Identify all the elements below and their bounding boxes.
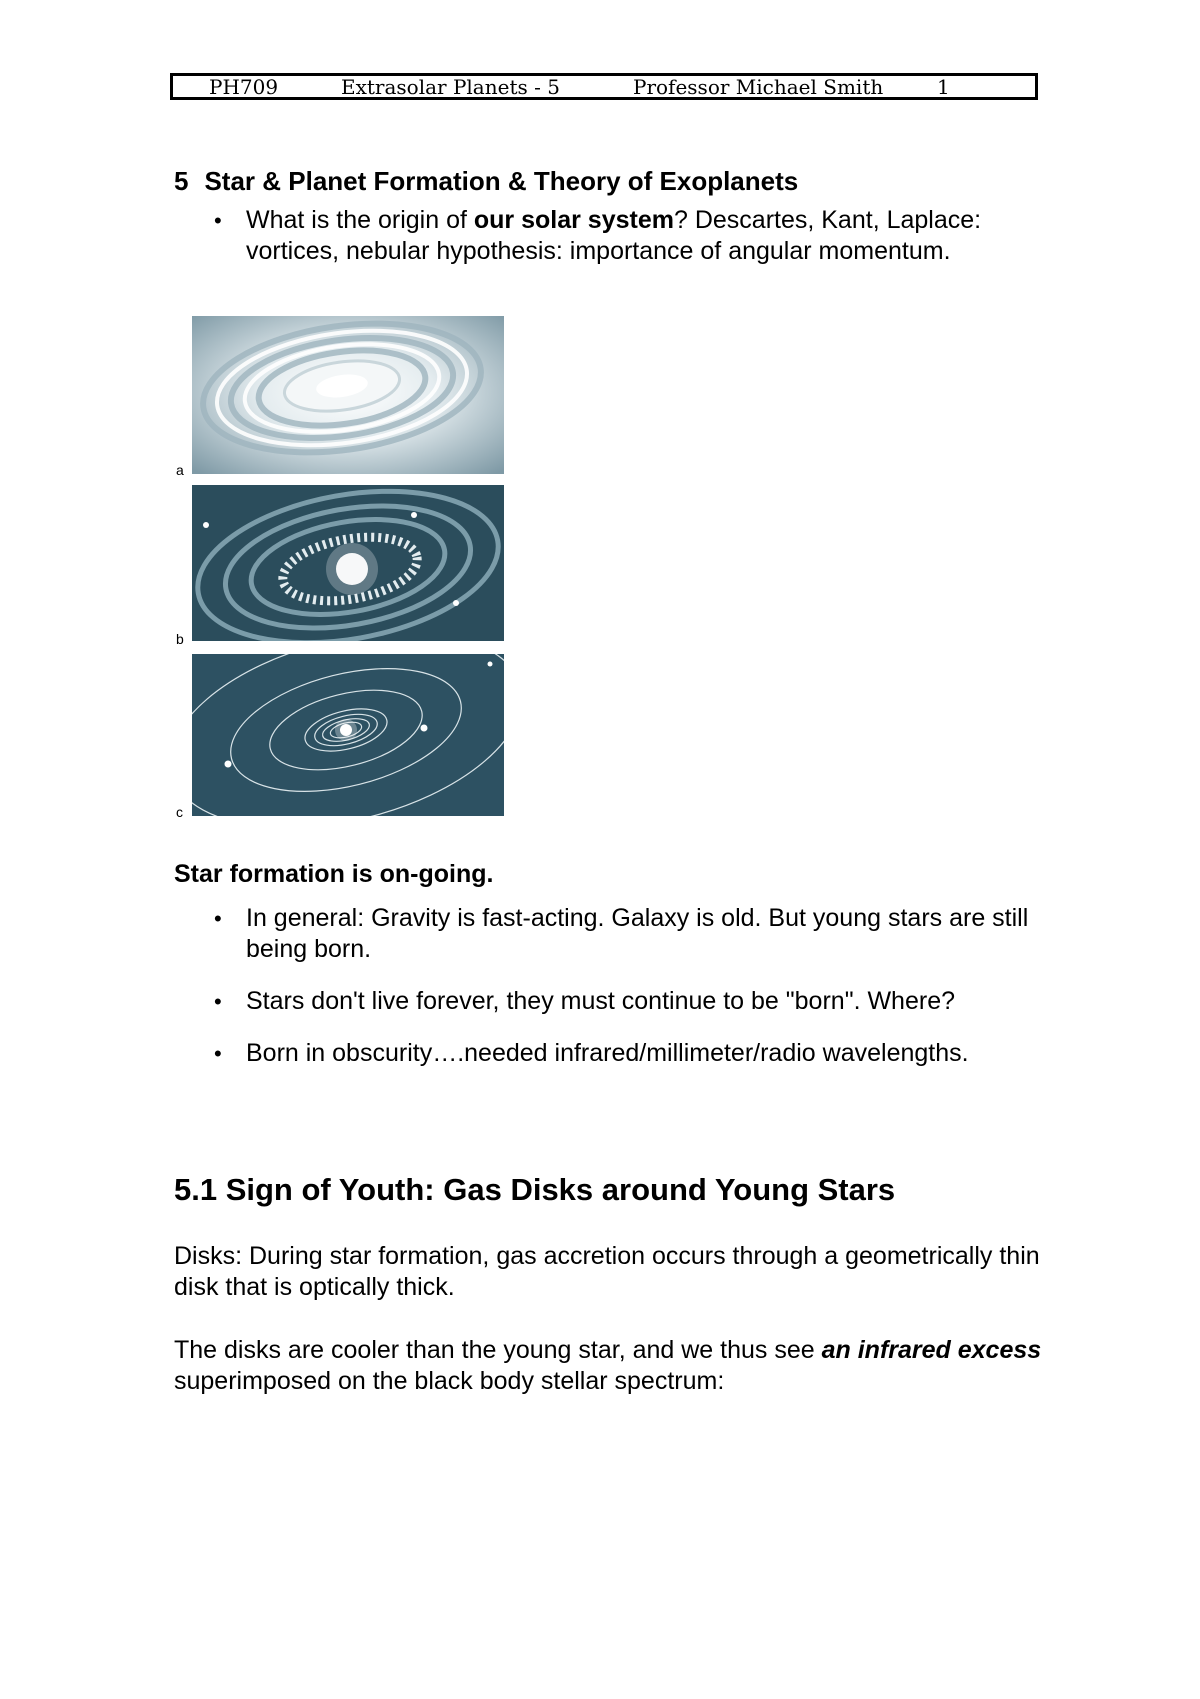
page-header [170,73,1038,100]
figure-nebula-swirl [176,316,504,478]
section-title-text: Star & Planet Formation & Theory of Exoplanets [204,166,799,196]
intro-bullet-list [174,205,1034,288]
section-number: 5 [174,166,189,196]
figure-solar-system-orbits [176,654,504,820]
list-item [174,903,1054,965]
figure-label-a: a [176,462,184,478]
list-item [174,1038,1054,1069]
bullet-icon: • [214,989,222,1014]
course-code: PH709 [209,75,279,99]
figure-label-b: b [176,631,184,647]
bullet-text-bold: our solar system [473,206,674,234]
paragraph-text-pre: The disks are cooler than the young star, and we thus see [174,1336,822,1364]
disks-paragraph: Disks: During star formation, gas accretion occurs through a geometrically thin disk that is optically thick. [174,1242,1040,1301]
section-title [174,166,798,197]
list-item [174,986,1054,1017]
star-formation-bullet-list [174,903,1054,1090]
protoplanetary-disk-image [192,485,504,641]
lecture-title: Extrasolar Planets - 5 [341,75,560,99]
infrared-excess-emphasis: an infrared excess [821,1336,1042,1364]
list-item [174,205,1034,267]
bullet-icon: • [214,906,222,931]
solar-system-orbits-image [192,654,504,816]
subsection-title: 5.1 Sign of Youth: Gas Disks around Young Stars [174,1172,896,1207]
figure-protoplanetary-disk [176,485,504,647]
bullet-text-post: ? Descartes, Kant, Laplace: vortices, nebular hypothesis: importance of angular momentum. [246,206,982,265]
figure-label-c: c [176,804,183,820]
infrared-excess-paragraph [174,1335,1054,1397]
bullet-text-pre: What is the origin of [246,206,474,234]
paragraph-text-post: superimposed on the black body stellar spectrum: [174,1367,725,1395]
bullet-icon: • [214,208,222,233]
bullet-text: In general: Gravity is fast-acting. Galaxy is old. But young stars are still being born. [246,904,1029,963]
bullet-icon: • [214,1041,222,1066]
professor-name: Professor Michael Smith [633,75,884,99]
nebula-image [192,316,504,474]
bullet-text: Stars don't live forever, they must continue to be "born". Where? [246,987,955,1015]
bullet-text: Born in obscurity….needed infrared/millimeter/radio wavelengths. [246,1039,969,1067]
page-number: 1 [937,75,950,99]
star-formation-heading: Star formation is on-going. [174,860,494,888]
